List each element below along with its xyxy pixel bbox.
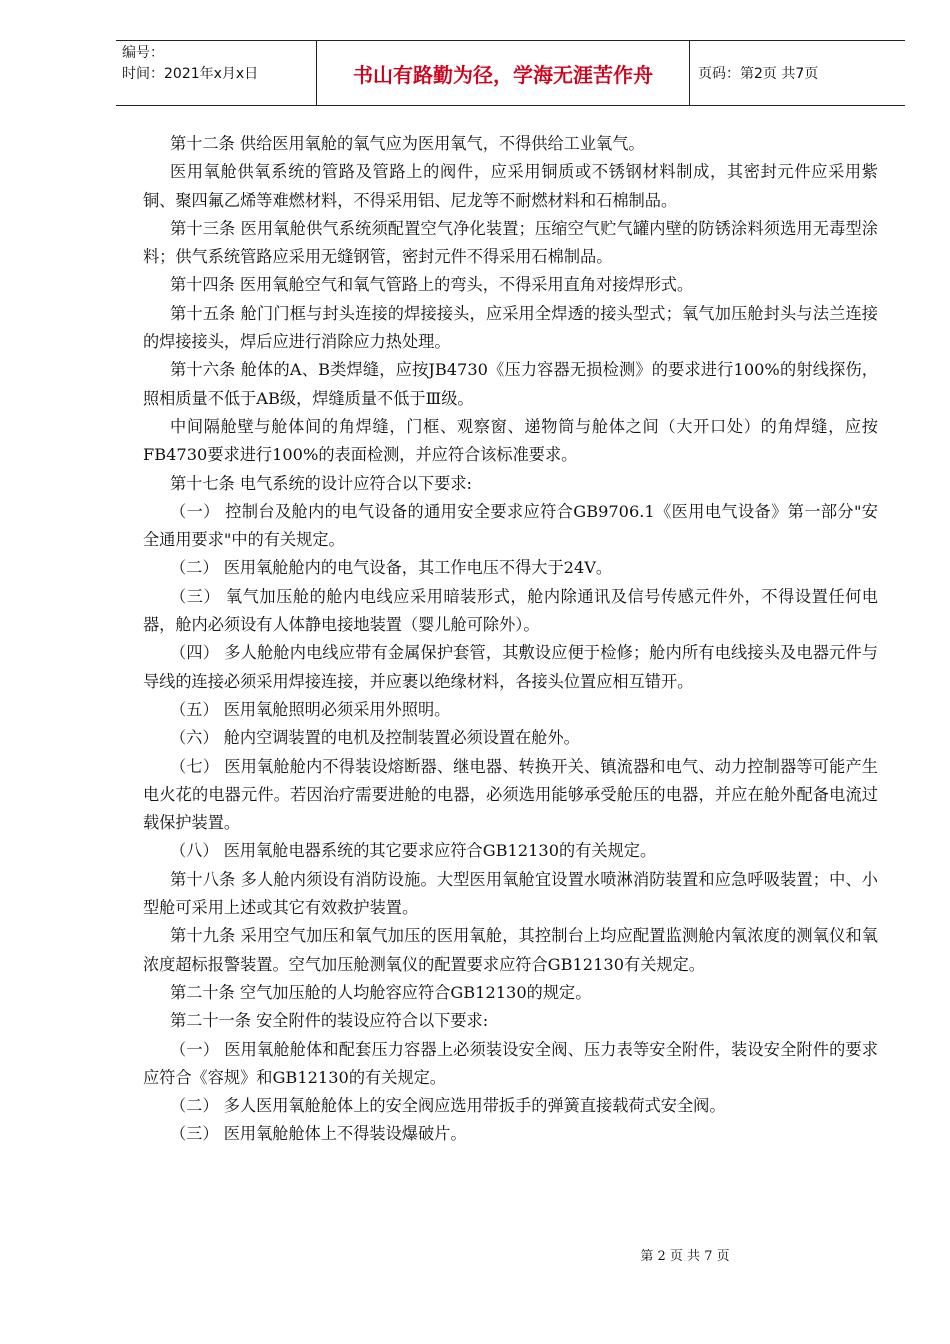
paragraph: （七） 医用氧舱舱内不得装设熔断器、继电器、转换开关、镇流器和电气、动力控制器等可能产生电火花的电器元件。若因治疗需要进舱的电器，必须选用能够承受舱压的电器，并应在舱外配备电流过载保护装置。	[143, 756, 878, 833]
paragraph: （六） 舱内空调装置的电机及控制装置必须设置在舱外。	[170, 728, 580, 748]
paragraph: （五） 医用氧舱照明必须采用外照明。	[170, 699, 451, 719]
paragraph: （二） 多人医用氧舱舱体上的安全阀应选用带扳手的弹簧直接载荷式安全阀。	[170, 1096, 726, 1116]
paragraph: 第十二条 供给医用氧舱的氧气应为医用氧气，不得供给工业氧气。	[170, 134, 645, 153]
document-number-label: 编号：	[122, 45, 164, 61]
document-body	[143, 130, 878, 1149]
paragraph: （三） 氧气加压舱的舱内电线应采用暗装形式，舱内除通讯及信号传感元件外，不得设置任何电器，舱内必须设有人体静电接地装置（婴儿舱可除外）。	[143, 586, 878, 635]
paragraph: 第十三条 医用氧舱供气系统须配置空气净化装置；压缩空气贮气罐内壁的防锈涂料须选用无毒型涂料；供气系统管路应采用无缝钢管，密封元件不得采用石棉制品。	[143, 218, 878, 267]
paragraph: 第十七条 电气系统的设计应符合以下要求:	[170, 473, 472, 493]
paragraph: 第二十一条 安全附件的装设应符合以下要求:	[170, 1011, 489, 1031]
paragraph: 第十九条 采用空气加压和氧气加压的医用氧舱，其控制台上均应配置监测舱内氧浓度的测氧仪和氧浓度超标报警装置。空气加压舱测氧仪的配置要求应符合GB12130有关规定。	[143, 926, 878, 974]
paragraph: （一） 控制台及舱内的电气设备的通用安全要求应符合GB9706.1《医用电气设备》第一部分"安全通用要求"中的有关规定。	[143, 501, 878, 550]
header-motto: 书山有路勤为径，学海无涯苦作舟	[316, 41, 690, 105]
header-page-label: 页码：第2页 共7页	[698, 66, 819, 82]
paragraph: 第二十条 空气加压舱的人均舱容应符合GB12130的规定。	[170, 982, 592, 1002]
paragraph: 医用氧舱供氧系统的管路及管路上的阀件，应采用铜质或不锈钢材料制成，其密封元件应采用紫铜、聚四氟乙烯等难燃材料，不得采用铝、尼龙等不耐燃材料和石棉制品。	[143, 162, 878, 210]
paragraph: 第十四条 医用氧舱空气和氧气管路上的弯头，不得采用直角对接焊形式。	[170, 275, 694, 295]
paragraph: 第十六条 舱体的A、B类焊缝，应按JB4730《压力容器无损检测》的要求进行100%的射线探伤，照相质量不低于AB级，焊缝质量不低于Ⅲ级。	[143, 360, 878, 408]
header-meta	[116, 41, 316, 105]
paragraph: 中间隔舱壁与舱体间的角焊缝，门框、观察窗、递物筒与舱体之间（大开口处）的角焊缝，应按FB4730要求进行100%的表面检测，并应符合该标准要求。	[143, 416, 878, 465]
document-time-label: 时间：2021年x月x日	[122, 66, 259, 82]
page-footer: 第 2 页 共 7 页	[640, 1249, 730, 1264]
page-header	[116, 40, 905, 106]
paragraph: （一） 医用氧舱舱体和配套压力容器上必须装设安全阀、压力表等安全附件，装设安全附件的要求应符合《容规》和GB12130的有关规定。	[143, 1039, 878, 1087]
paragraph: 第十八条 多人舱内须设有消防设施。大型医用氧舱宜设置水喷淋消防装置和应急呼吸装置；中、小型舱可采用上述或其它有效救护装置。	[143, 869, 878, 918]
paragraph: （二） 医用氧舱舱内的电气设备，其工作电压不得大于24V。	[170, 558, 613, 578]
paragraph: 第十五条 舱门门框与封头连接的焊接接头，应采用全焊透的接头型式；氧气加压舱封头与法兰连接的焊接接头，焊后应进行消除应力热处理。	[143, 303, 878, 352]
paragraph: （四） 多人舱舱内电线应带有金属保护套管，其敷设应便于检修；舱内所有电线接头及电器元件与导线的连接必须采用焊接连接，并应裹以绝缘材料，各接头位置应相互错开。	[143, 643, 878, 691]
paragraph: （八） 医用氧舱电器系统的其它要求应符合GB12130的有关规定。	[170, 841, 657, 861]
paragraph: （三） 医用氧舱舱体上不得装设爆破片。	[170, 1124, 467, 1144]
